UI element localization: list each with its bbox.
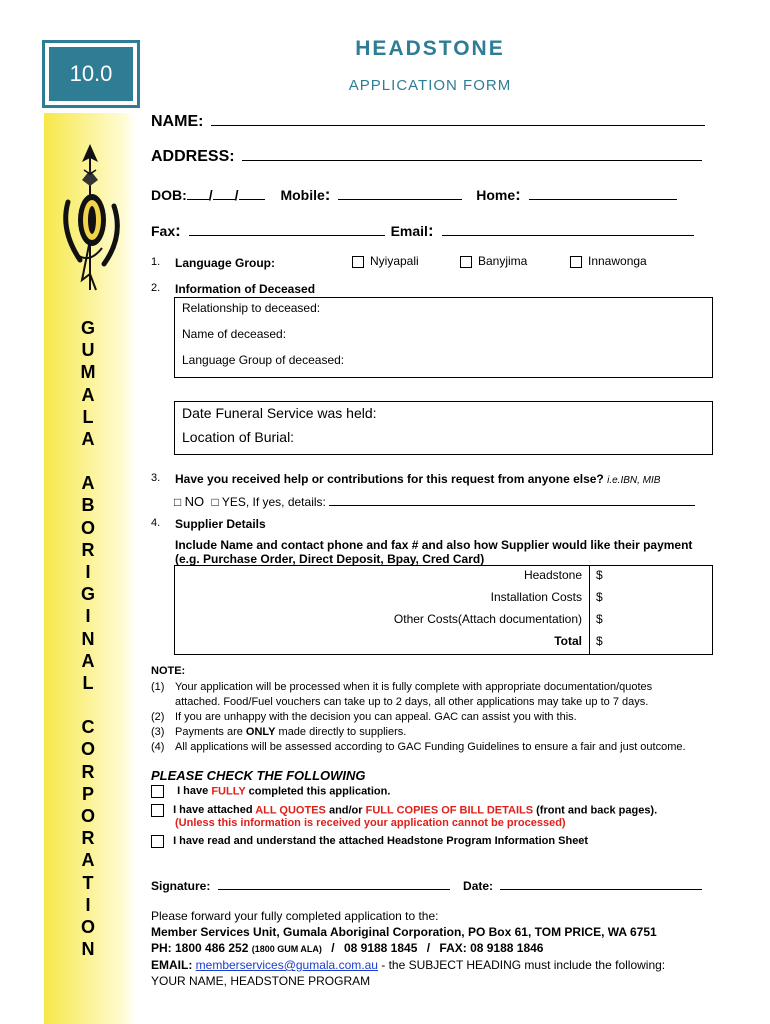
check-text: I have <box>177 785 212 798</box>
side-letter: O <box>80 739 95 760</box>
check-text: I have read and understand the attached Headstone Program Information Sheet <box>173 835 589 848</box>
q4-number: 4. <box>151 517 161 529</box>
home-line[interactable] <box>529 187 677 200</box>
checkbox[interactable] <box>151 835 164 848</box>
side-letter: L <box>82 673 94 693</box>
side-letter: R <box>81 539 95 560</box>
version-badge <box>42 40 140 108</box>
side-letter: A <box>81 650 95 671</box>
email-line[interactable] <box>442 223 694 236</box>
check-quotes-attached <box>151 804 751 829</box>
form-title: HEADSTONE <box>355 37 505 60</box>
column-divider <box>589 566 590 654</box>
option-banyjima[interactable] <box>460 254 527 268</box>
check-read-sheet <box>151 835 588 848</box>
side-letter: C <box>81 717 95 738</box>
q1-number: 1. <box>151 256 161 268</box>
contact-row <box>151 185 711 205</box>
email-link[interactable]: memberservices@gumala.com.au <box>195 958 378 972</box>
supplier-instructions: Include Name and contact phone and fax # and also how Supplier would like their payment <box>175 538 693 552</box>
check-warning: (Unless this information is received your application cannot be processed) <box>175 817 566 829</box>
side-letter: T <box>82 872 94 893</box>
deceased-info-box[interactable] <box>174 297 713 378</box>
side-letter: O <box>80 517 95 538</box>
name-field[interactable] <box>151 113 705 131</box>
fax-email-row <box>151 221 711 241</box>
dob-sep: / <box>234 187 239 203</box>
separator: / <box>426 941 431 955</box>
side-letter: I <box>85 606 91 627</box>
note-text: If you are unhappy with the decision you can appeal. GAC can assist you with this. <box>175 711 577 723</box>
checkbox[interactable] <box>460 256 472 268</box>
check-fully-completed <box>151 785 390 798</box>
footer-contact <box>151 908 751 989</box>
yes-checkbox[interactable]: □ <box>211 495 219 509</box>
phone-label: PH: 1800 486 252 <box>151 941 249 955</box>
option-label: Innawonga <box>588 254 647 268</box>
side-letter: A <box>81 429 95 449</box>
side-letter: G <box>80 318 95 338</box>
q2-number: 2. <box>151 282 161 294</box>
note-text: Payments are <box>175 726 246 738</box>
relationship-label: Relationship to deceased: <box>182 301 321 315</box>
q3-number: 3. <box>151 472 161 484</box>
checkbox[interactable] <box>352 256 364 268</box>
deceased-name-label: Name of deceased: <box>182 327 287 341</box>
option-label: Banyjima <box>478 254 528 268</box>
note-item <box>151 740 751 755</box>
gumala-logo-icon <box>52 140 128 300</box>
cost-amount[interactable]: $ <box>596 612 603 626</box>
signature-line[interactable] <box>218 877 450 890</box>
fax-number: FAX: 08 9188 1846 <box>439 941 544 955</box>
check-text: and/or <box>325 804 366 817</box>
cost-amount[interactable]: $ <box>596 568 603 582</box>
side-letter: R <box>81 828 95 849</box>
address-field[interactable] <box>151 148 702 166</box>
signature-field[interactable] <box>151 877 702 893</box>
subject-heading: YOUR NAME, HEADSTONE PROGRAM <box>151 974 371 988</box>
cost-label: Total <box>554 634 582 648</box>
date-label: Date: <box>463 879 494 893</box>
side-letter: I <box>85 894 91 915</box>
address-line[interactable] <box>242 148 702 161</box>
side-letter: O <box>80 917 95 937</box>
note-text: attached. Food/Fuel vouchers can take up to 2 days, all other applications may take up to 7 days. <box>175 696 649 708</box>
dob-day[interactable] <box>187 187 209 200</box>
check-text: I have attached <box>173 804 256 817</box>
side-letter: U <box>81 340 95 361</box>
yes-details-line[interactable] <box>329 496 695 506</box>
note-item <box>151 710 751 725</box>
side-letter: A <box>81 850 95 871</box>
note-text: made directly to suppliers. <box>275 726 407 738</box>
funeral-info-box[interactable] <box>174 401 713 455</box>
fax-label: Fax <box>151 223 176 239</box>
phone-mnemonic: (1800 GUM ALA) <box>251 944 322 954</box>
cost-amount[interactable]: $ <box>596 590 603 604</box>
side-letter: B <box>81 495 95 516</box>
colon: : <box>515 185 521 204</box>
no-checkbox[interactable]: □ <box>174 495 182 509</box>
q3-hint: i.e.IBN, MIB <box>607 475 661 486</box>
option-innawonga[interactable] <box>570 254 647 268</box>
note-text: All applications will be assessed according to GAC Funding Guidelines to ensure a fair and just outcome. <box>175 741 686 753</box>
badge-number: 10.0 <box>49 47 133 101</box>
fax-line[interactable] <box>189 223 385 236</box>
note-num: (1) <box>151 681 165 693</box>
note-text: Your application will be processed when it is fully complete with appropriate documentation/quotes <box>175 681 653 693</box>
mobile-line[interactable] <box>338 187 462 200</box>
note-num: (3) <box>151 726 165 738</box>
email-footer-label: EMAIL: <box>151 958 193 972</box>
checkbox[interactable] <box>151 785 164 798</box>
side-letter: A <box>81 473 95 494</box>
phone-line <box>151 940 751 957</box>
mobile-label: Mobile <box>280 187 325 203</box>
note-item <box>151 680 751 695</box>
signature-label: Signature: <box>151 879 211 893</box>
notes-list <box>151 680 751 755</box>
address-label: ADDRESS: <box>151 148 235 165</box>
yes-label: YES, If yes, details: <box>221 495 326 509</box>
dob-month[interactable] <box>213 187 235 200</box>
side-letter: R <box>81 761 95 782</box>
name-line[interactable] <box>211 113 705 126</box>
q3-question <box>175 472 715 486</box>
side-letter: G <box>80 584 95 605</box>
note-num: (4) <box>151 741 165 753</box>
email-line-footer <box>151 957 751 973</box>
side-letter: N <box>81 628 95 649</box>
separator: / <box>331 941 335 955</box>
q3-answer-row <box>174 494 714 509</box>
form-subtitle: APPLICATION FORM <box>348 77 512 94</box>
no-label: NO <box>184 494 205 509</box>
check-text: (front and back pages). <box>533 804 658 817</box>
q4-label: Supplier Details <box>175 517 266 531</box>
supplier-costs-table <box>174 565 713 655</box>
note-emphasis: ONLY <box>245 726 276 738</box>
side-letter: P <box>81 783 94 804</box>
dob-year[interactable] <box>239 187 265 200</box>
side-letter: L <box>82 406 94 427</box>
note-heading: NOTE: <box>151 665 186 677</box>
check-emphasis: FULLY <box>211 785 246 798</box>
check-text: completed this application. <box>245 785 391 798</box>
cost-amount[interactable]: $ <box>596 634 603 648</box>
side-letter: O <box>80 806 95 826</box>
note-num: (2) <box>151 711 165 723</box>
colon: : <box>175 221 181 240</box>
side-letter: N <box>81 939 95 960</box>
colon: : <box>324 185 331 204</box>
colon: : <box>427 221 434 240</box>
dob-sep: / <box>208 187 213 203</box>
checkbox[interactable] <box>570 256 582 268</box>
mailing-address: Member Services Unit, Gumala Aboriginal Corporation, PO Box 61, TOM PRICE, WA 6751 <box>151 925 657 939</box>
email-instructions: - the SUBJECT HEADING must include the following: <box>377 958 666 972</box>
cost-label: Installation Costs <box>490 590 582 604</box>
q1-label: Language Group: <box>175 256 275 270</box>
supplier-examples: (e.g. Purchase Order, Direct Deposit, Bpay, Cred Card) <box>175 552 485 566</box>
note-item <box>151 725 751 740</box>
funeral-date-label: Date Funeral Service was held: <box>182 405 377 421</box>
phone-alt: 08 9188 1845 <box>343 941 418 955</box>
side-letter: A <box>81 384 95 405</box>
forward-text: Please forward your fully completed application to the: <box>151 909 439 923</box>
option-nyiyapali[interactable] <box>352 254 419 268</box>
name-label: NAME: <box>151 113 204 130</box>
checklist-heading: PLEASE CHECK THE FOLLOWING <box>151 768 366 783</box>
side-letter: I <box>85 562 91 582</box>
dob-label: DOB: <box>151 187 187 203</box>
email-label: Email <box>390 223 428 239</box>
burial-location-label: Location of Burial: <box>182 429 295 445</box>
option-label: Nyiyapali <box>370 254 419 268</box>
cost-label: Headstone <box>523 568 582 582</box>
deceased-language-label: Language Group of deceased: <box>182 353 345 367</box>
side-letter: M <box>80 362 96 383</box>
note-item <box>151 695 751 710</box>
check-emphasis: FULL COPIES OF BILL DETAILS <box>365 804 534 817</box>
home-label: Home <box>476 187 516 203</box>
q2-label: Information of Deceased <box>175 282 316 296</box>
check-emphasis: ALL QUOTES <box>255 804 326 817</box>
checkbox[interactable] <box>151 804 164 817</box>
cost-label: Other Costs(Attach documentation) <box>393 612 582 626</box>
q3-label: Have you received help or contributions for this request from anyone else? <box>175 472 604 486</box>
date-line[interactable] <box>500 877 702 890</box>
